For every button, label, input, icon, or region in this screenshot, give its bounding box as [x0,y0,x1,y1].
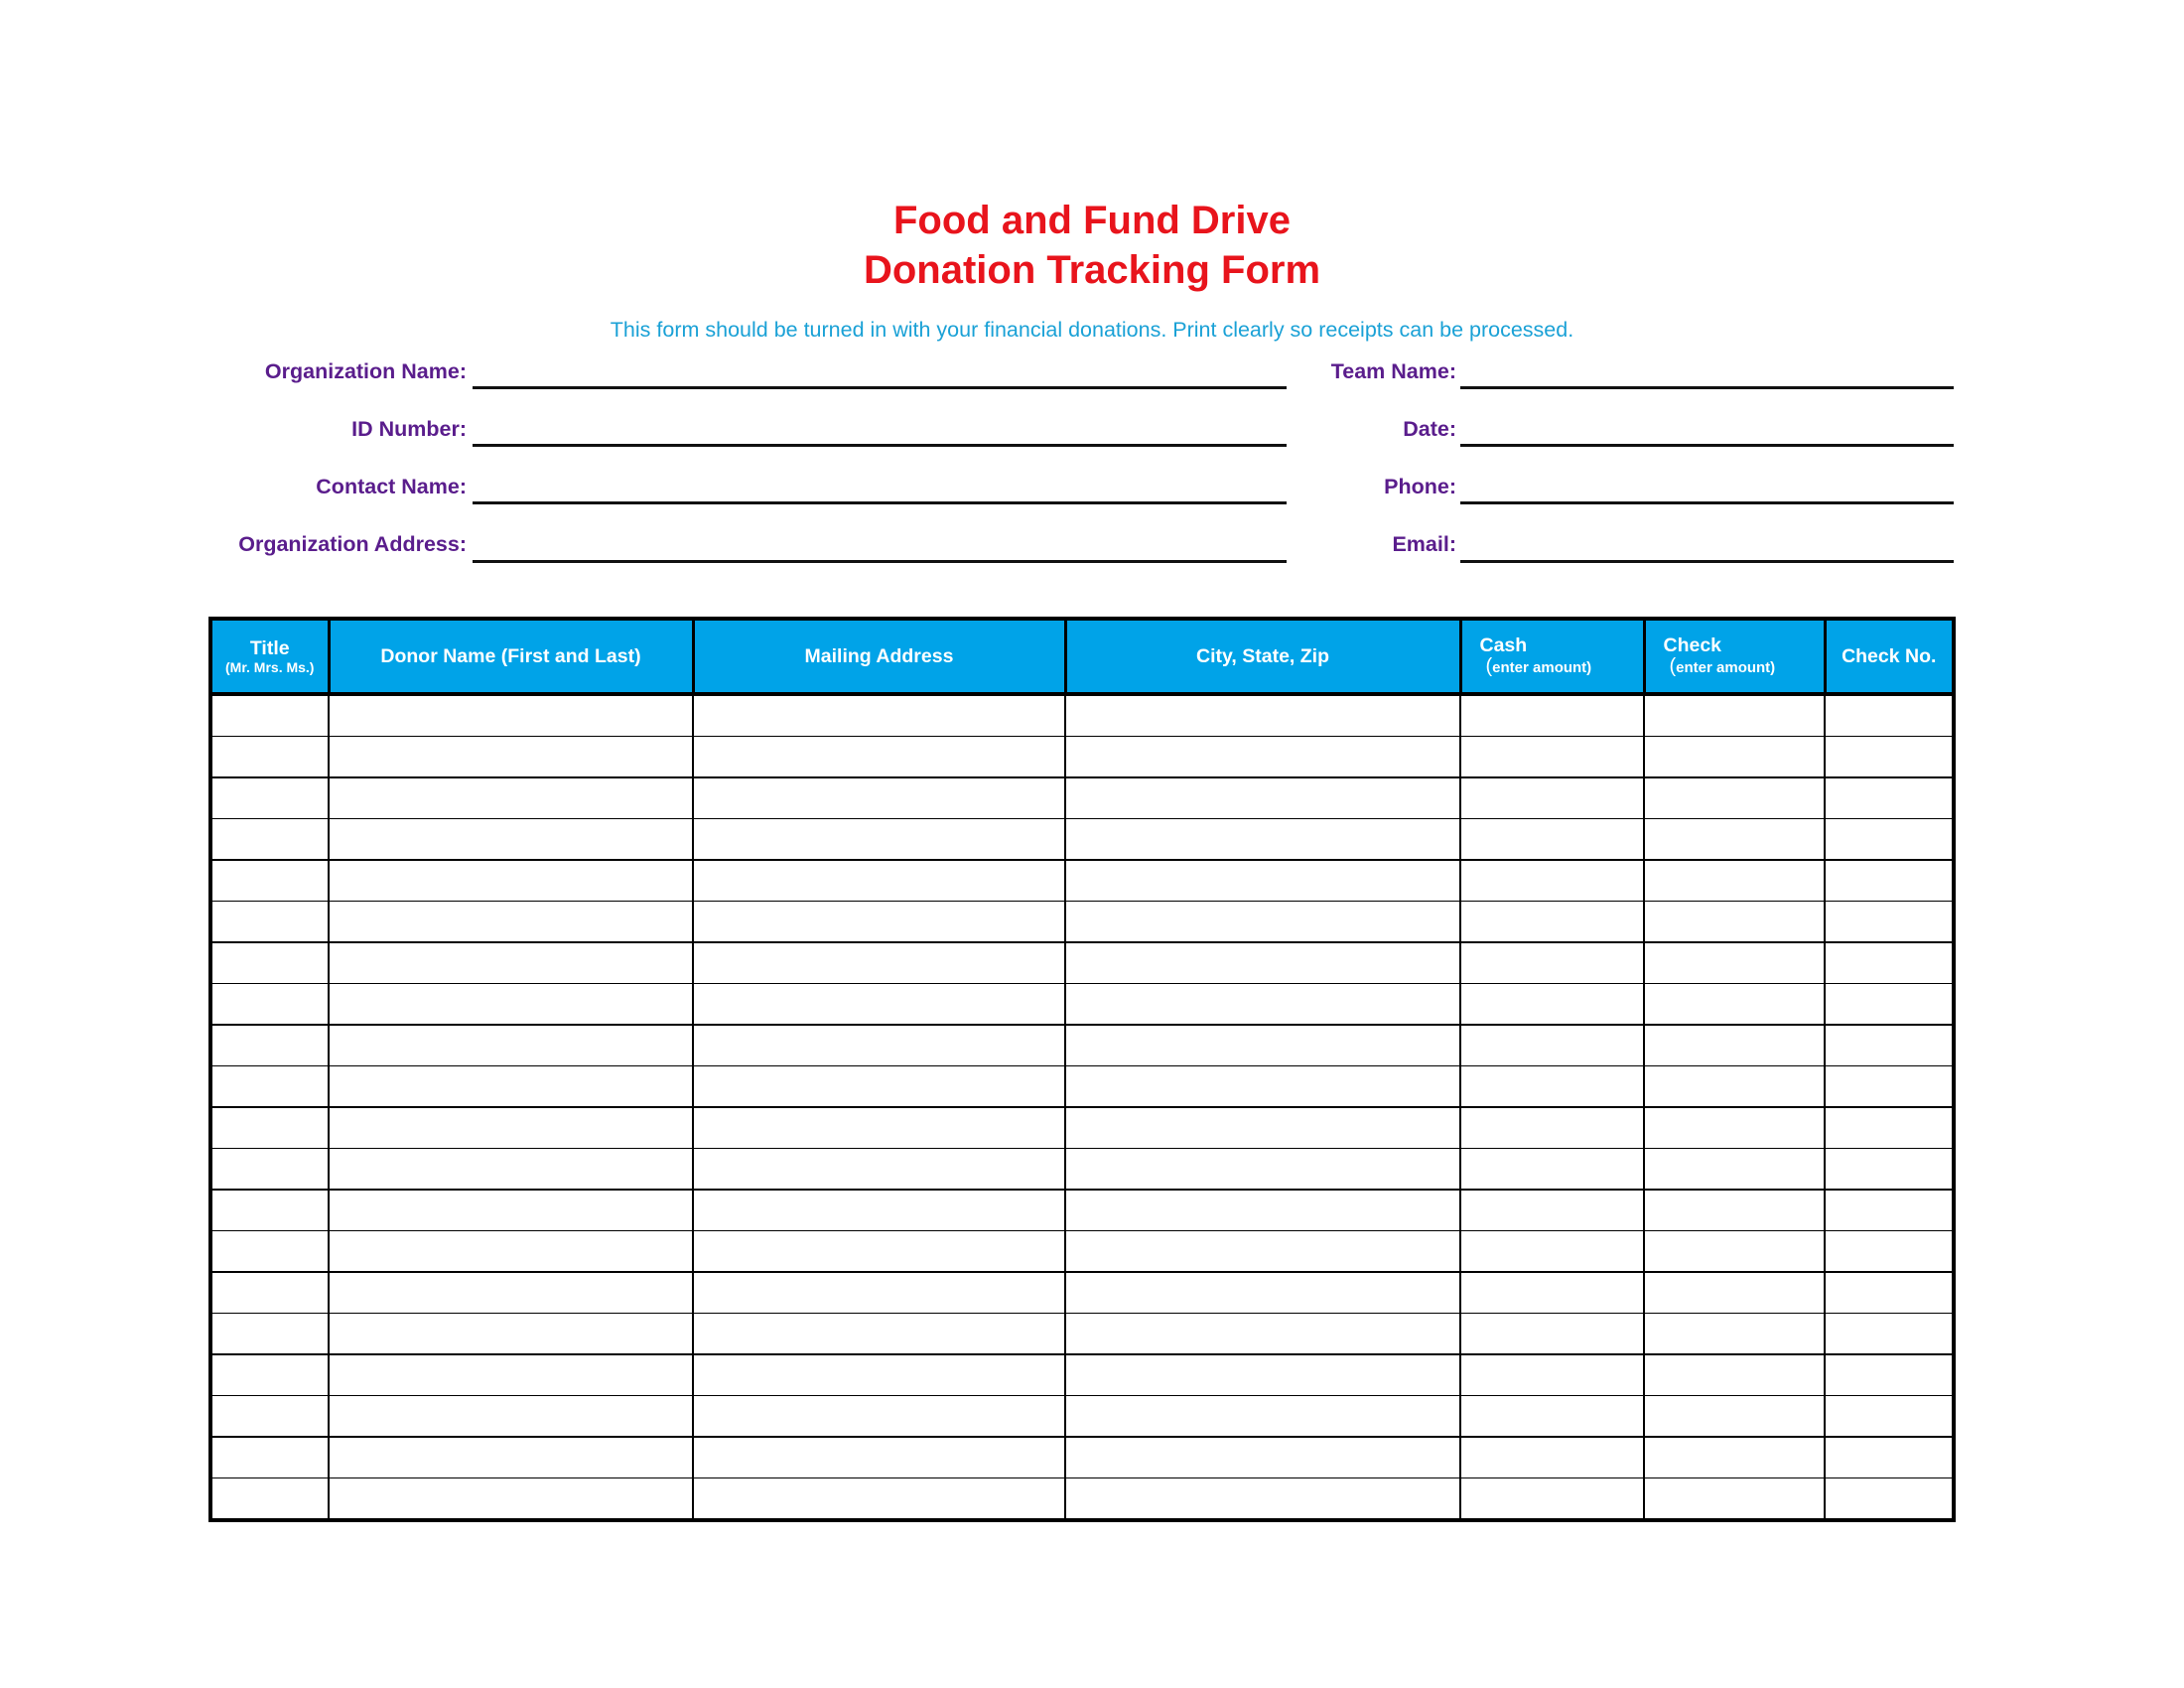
table-header-row [210,619,1954,694]
cell-cash[interactable] [1460,1354,1644,1396]
cell-donor-name[interactable] [329,860,693,902]
cell-check[interactable] [1644,1231,1825,1273]
cell-title[interactable] [210,777,329,819]
cell-check-no[interactable] [1825,1396,1954,1438]
cell-check[interactable] [1644,1314,1825,1355]
header-cash: Cash (enter amount) [1460,619,1644,694]
cell-check[interactable] [1644,777,1825,819]
cell-city-state-zip[interactable] [1065,1107,1460,1149]
cell-cash[interactable] [1460,1107,1644,1149]
cell-cash[interactable] [1460,984,1644,1026]
cell-mailing-address[interactable] [693,1231,1065,1273]
cell-donor-name[interactable] [329,1396,693,1438]
table-row [210,902,1954,943]
cell-city-state-zip[interactable] [1065,942,1460,984]
cell-cash[interactable] [1460,694,1644,737]
cell-title[interactable] [210,1066,329,1108]
cell-mailing-address[interactable] [693,984,1065,1026]
cell-title[interactable] [210,819,329,861]
cell-donor-name[interactable] [329,1107,693,1149]
header-check-sub: enter amount) [1676,659,1776,676]
cell-title[interactable] [210,1396,329,1438]
table-row [210,1190,1954,1231]
cell-check-no[interactable] [1825,737,1954,778]
form-instructions: This form should be turned in with your financial donations. Print clearly so receipts can be processed. [610,318,1574,342]
header-check-no: Check No. [1825,619,1954,694]
cell-check[interactable] [1644,1272,1825,1314]
cell-check-no[interactable] [1825,984,1954,1026]
cell-check[interactable] [1644,1066,1825,1108]
cell-city-state-zip[interactable] [1065,777,1460,819]
table-row [210,1025,1954,1066]
table-row [210,1107,1954,1149]
cell-title[interactable] [210,694,329,737]
header-city-state-zip: City, State, Zip [1065,619,1460,694]
cell-mailing-address[interactable] [693,1107,1065,1149]
cell-check-no[interactable] [1825,902,1954,943]
cell-cash[interactable] [1460,1437,1644,1478]
cell-city-state-zip[interactable] [1065,984,1460,1026]
team-name-label: Team Name: [1330,359,1456,383]
cell-title[interactable] [210,1190,329,1231]
organization-address-input[interactable] [473,527,1287,559]
table-row [210,1149,1954,1191]
cell-title[interactable] [210,1437,329,1478]
cell-donor-name[interactable] [329,1478,693,1521]
header-title [210,619,329,694]
cell-city-state-zip[interactable] [1065,1396,1460,1438]
table-body [210,694,1954,1520]
header-title-sub: (Mr. Mrs. Ms.) [225,659,315,675]
header-check: Check (enter amount) [1644,619,1825,694]
table-row [210,819,1954,861]
date-input[interactable] [1460,411,1954,443]
cell-check-no[interactable] [1825,942,1954,984]
cell-city-state-zip[interactable] [1065,694,1460,737]
cell-cash[interactable] [1460,860,1644,902]
cell-check[interactable] [1644,1149,1825,1191]
phone-label: Phone: [1384,475,1456,498]
cell-cash[interactable] [1460,1396,1644,1438]
cell-donor-name[interactable] [329,777,693,819]
cell-check[interactable] [1644,1478,1825,1521]
table-row [210,777,1954,819]
cell-city-state-zip[interactable] [1065,737,1460,778]
cell-donor-name[interactable] [329,1314,693,1355]
cell-title[interactable] [210,902,329,943]
cell-cash[interactable] [1460,819,1644,861]
cell-check[interactable] [1644,902,1825,943]
cell-donor-name[interactable] [329,694,693,737]
cell-mailing-address[interactable] [693,860,1065,902]
table-row [210,1231,1954,1273]
organization-name-input[interactable] [473,353,1287,385]
cell-mailing-address[interactable] [693,1396,1065,1438]
cell-city-state-zip[interactable] [1065,1066,1460,1108]
cell-cash[interactable] [1460,942,1644,984]
cell-title[interactable] [210,1107,329,1149]
header-cash-sub: enter amount) [1492,659,1592,676]
team-name-line [1460,386,1954,389]
header-cash-main: Cash [1479,634,1528,656]
cell-check[interactable] [1644,1437,1825,1478]
header-title-main: Title [249,637,290,659]
cell-title[interactable] [210,1149,329,1191]
cell-donor-name[interactable] [329,1066,693,1108]
cell-check[interactable] [1644,1190,1825,1231]
cell-cash[interactable] [1460,777,1644,819]
cell-check[interactable] [1644,984,1825,1026]
cell-city-state-zip[interactable] [1065,902,1460,943]
phone-input[interactable] [1460,469,1954,500]
cell-donor-name[interactable] [329,1190,693,1231]
cell-mailing-address[interactable] [693,819,1065,861]
cell-city-state-zip[interactable] [1065,1231,1460,1273]
table-row [210,1314,1954,1355]
contact-name-line [473,501,1287,504]
cell-cash[interactable] [1460,1025,1644,1066]
cell-donor-name[interactable] [329,1025,693,1066]
cell-donor-name[interactable] [329,737,693,778]
cell-city-state-zip[interactable] [1065,1354,1460,1396]
cell-check-no[interactable] [1825,1025,1954,1066]
cell-city-state-zip[interactable] [1065,1149,1460,1191]
cell-check-no[interactable] [1825,1107,1954,1149]
cell-cash[interactable] [1460,1149,1644,1191]
id-number-label: ID Number: [351,417,467,441]
cell-mailing-address[interactable] [693,777,1065,819]
cell-city-state-zip[interactable] [1065,1272,1460,1314]
team-name-input[interactable] [1460,353,1954,385]
header-check-main: Check [1663,634,1722,656]
table-row [210,1478,1954,1521]
cell-mailing-address[interactable] [693,1354,1065,1396]
cell-cash[interactable] [1460,1066,1644,1108]
cell-check-no[interactable] [1825,1437,1954,1478]
cell-check-no[interactable] [1825,1478,1954,1521]
organization-address-label: Organization Address: [238,532,467,556]
cell-title[interactable] [210,1354,329,1396]
cell-title[interactable] [210,1314,329,1355]
cell-check-no[interactable] [1825,1314,1954,1355]
cell-city-state-zip[interactable] [1065,1314,1460,1355]
cell-cash[interactable] [1460,737,1644,778]
cell-check-no[interactable] [1825,1190,1954,1231]
cell-city-state-zip[interactable] [1065,1190,1460,1231]
id-number-line [473,444,1287,447]
cell-mailing-address[interactable] [693,1066,1065,1108]
cell-city-state-zip[interactable] [1065,1025,1460,1066]
cell-check[interactable] [1644,942,1825,984]
cell-city-state-zip[interactable] [1065,1478,1460,1521]
table-row [210,1396,1954,1438]
cell-cash[interactable] [1460,1190,1644,1231]
cell-cash[interactable] [1460,1272,1644,1314]
cell-mailing-address[interactable] [693,694,1065,737]
date-line [1460,444,1954,447]
table-row [210,984,1954,1026]
cell-check[interactable] [1644,860,1825,902]
cell-check[interactable] [1644,694,1825,737]
cell-check-no[interactable] [1825,1149,1954,1191]
cell-donor-name[interactable] [329,1272,693,1314]
cell-mailing-address[interactable] [693,1025,1065,1066]
cell-title[interactable] [210,1025,329,1066]
organization-name-label: Organization Name: [264,359,467,383]
cell-mailing-address[interactable] [693,1272,1065,1314]
cell-cash[interactable] [1460,902,1644,943]
email-line [1460,560,1954,563]
cell-donor-name[interactable] [329,1231,693,1273]
organization-address-line [473,560,1287,563]
cell-check-no[interactable] [1825,1354,1954,1396]
cell-mailing-address[interactable] [693,1149,1065,1191]
cell-check-no[interactable] [1825,1066,1954,1108]
donation-table [208,617,1956,1522]
cell-mailing-address[interactable] [693,942,1065,984]
cell-check[interactable] [1644,1396,1825,1438]
form-title-line-1: Food and Fund Drive [893,199,1291,242]
cell-donor-name[interactable] [329,1354,693,1396]
cell-check[interactable] [1644,737,1825,778]
cell-mailing-address[interactable] [693,902,1065,943]
cell-title[interactable] [210,1272,329,1314]
form-title-line-2: Donation Tracking Form [863,248,1321,292]
cell-check[interactable] [1644,1107,1825,1149]
cell-check-no[interactable] [1825,1231,1954,1273]
cell-check-no[interactable] [1825,1272,1954,1314]
cell-title[interactable] [210,1231,329,1273]
cell-title[interactable] [210,942,329,984]
cell-title[interactable] [210,737,329,778]
cell-mailing-address[interactable] [693,737,1065,778]
cell-title[interactable] [210,1478,329,1521]
cell-check-no[interactable] [1825,819,1954,861]
cell-city-state-zip[interactable] [1065,819,1460,861]
cell-check-no[interactable] [1825,694,1954,737]
table-row [210,860,1954,902]
header-mailing-address: Mailing Address [693,619,1065,694]
cell-mailing-address[interactable] [693,1437,1065,1478]
cell-check[interactable] [1644,1354,1825,1396]
cell-donor-name[interactable] [329,819,693,861]
table-row [210,1272,1954,1314]
cell-cash[interactable] [1460,1478,1644,1521]
contact-name-label: Contact Name: [316,475,467,498]
cell-donor-name[interactable] [329,984,693,1026]
cell-mailing-address[interactable] [693,1190,1065,1231]
cell-check-no[interactable] [1825,860,1954,902]
cell-check-no[interactable] [1825,777,1954,819]
table-row [210,1354,1954,1396]
id-number-input[interactable] [473,411,1287,443]
table-row [210,942,1954,984]
cell-title[interactable] [210,860,329,902]
table-row [210,694,1954,737]
cell-mailing-address[interactable] [693,1478,1065,1521]
contact-name-input[interactable] [473,469,1287,500]
cell-cash[interactable] [1460,1314,1644,1355]
cell-donor-name[interactable] [329,942,693,984]
header-donor-name: Donor Name (First and Last) [329,619,693,694]
organization-name-line [473,386,1287,389]
cell-donor-name[interactable] [329,902,693,943]
email-input[interactable] [1460,527,1954,559]
phone-line [1460,501,1954,504]
cell-check[interactable] [1644,819,1825,861]
cell-city-state-zip[interactable] [1065,860,1460,902]
email-label: Email: [1392,532,1456,556]
cell-mailing-address[interactable] [693,1314,1065,1355]
date-label: Date: [1403,417,1456,441]
table-row [210,1066,1954,1108]
cell-cash[interactable] [1460,1231,1644,1273]
cell-donor-name[interactable] [329,1437,693,1478]
cell-city-state-zip[interactable] [1065,1437,1460,1478]
cell-check[interactable] [1644,1025,1825,1066]
table-row [210,737,1954,778]
cell-donor-name[interactable] [329,1149,693,1191]
table-row [210,1437,1954,1478]
cell-title[interactable] [210,984,329,1026]
